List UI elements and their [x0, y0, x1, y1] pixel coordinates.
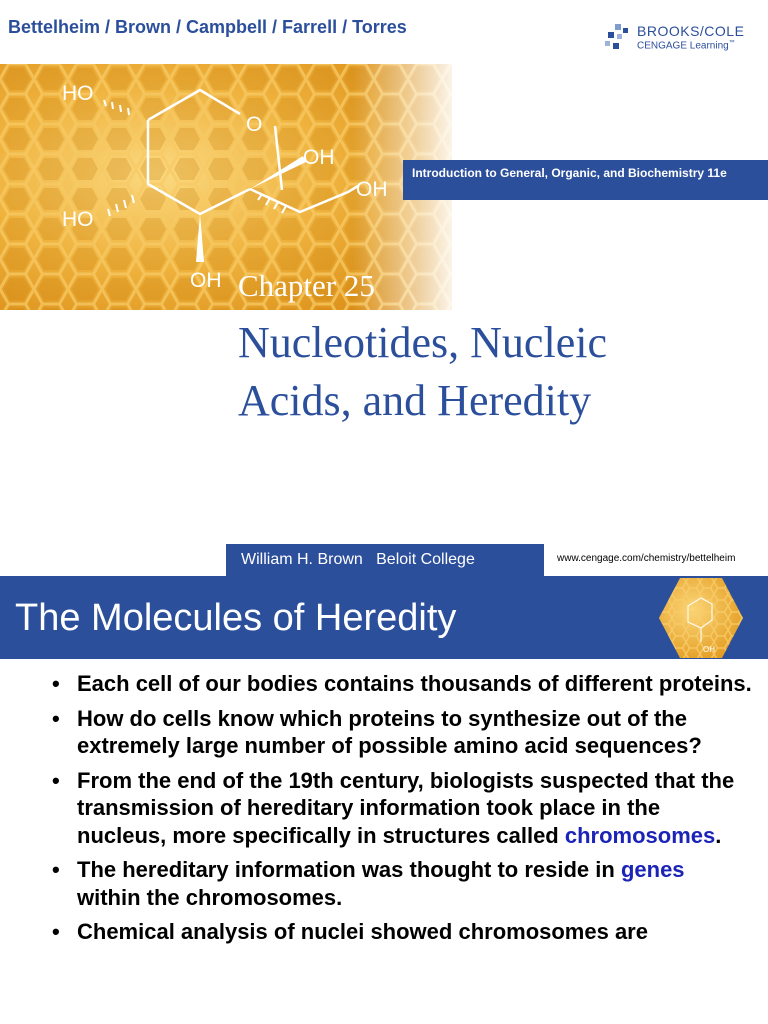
publisher-logo: [603, 22, 753, 58]
presenter-band: [226, 544, 544, 576]
bullet-text: How do cells know which proteins to synthesize out of the extremely large number of possible amino acid sequences?: [77, 705, 702, 758]
bullet-text: Chemical analysis of nuclei showed chromosomes are: [77, 919, 648, 944]
slide-title-banner: [0, 576, 768, 659]
chapter-title-line-2: Acids, and Heredity: [238, 376, 592, 425]
oh-right-label: OH: [303, 146, 335, 169]
ring-oxygen-label: O: [246, 113, 263, 136]
chapter-number: Chapter 25: [238, 268, 375, 303]
honeycomb-hexagon-icon: [658, 576, 744, 660]
bullet-item: [52, 670, 752, 698]
bullet-marker: •: [52, 857, 60, 882]
keyword-highlight: chromosomes: [564, 822, 716, 848]
bullet-text: within the chromosomes.: [77, 884, 343, 910]
chapter-title-line-1: Nucleotides, Nucleic: [238, 318, 607, 367]
oh-bottom-label: OH: [190, 269, 222, 292]
bullet-list: [52, 670, 752, 953]
author-list: Bettelheim / Brown / Campbell / Farrell / Torres: [8, 17, 407, 37]
bullet-text: Each cell of our bodies contains thousands of different proteins.: [77, 671, 752, 696]
content-slide: [0, 576, 768, 1024]
course-title: Introduction to General, Organic, and Biochemistry 11e: [412, 166, 727, 180]
course-title-band: [403, 160, 768, 200]
honeycomb-molecule-image: [0, 64, 452, 310]
hex-oh-label: OH: [703, 645, 715, 654]
keyword-highlight: genes: [620, 857, 685, 882]
ho-top-label: HO: [62, 82, 94, 105]
presenter-text: William H. Brown Beloit College: [241, 551, 475, 568]
bullet-marker: •: [52, 671, 60, 696]
bullet-item: [52, 767, 752, 850]
bullet-text: From the end of the 19th century, biologists suspected that the transmission of hereditary information took place in the nucleus, more specifically in structures called: [77, 767, 735, 848]
bullet-item: [52, 705, 752, 760]
logo-sub-text: CENGAGE Learning™: [637, 40, 735, 52]
bullet-text: The hereditary information was thought to reside in: [77, 857, 621, 882]
bullet-item: [52, 918, 752, 946]
bullet-marker: •: [52, 767, 60, 793]
chapter-title: [238, 314, 738, 430]
brooks-cole-logo-icon: [603, 22, 633, 52]
website-url: www.cengage.com/chemistry/bettelheim: [557, 553, 736, 564]
bullet-text: .: [715, 822, 722, 848]
slide-title: The Molecules of Heredity: [15, 597, 457, 639]
oh-far-label: OH: [356, 178, 388, 201]
bullet-marker: •: [52, 705, 60, 731]
logo-brand-text: BROOKS/COLE: [637, 23, 745, 39]
ho-left-label: HO: [62, 208, 94, 231]
bullet-marker: •: [52, 919, 60, 944]
bullet-item: [52, 856, 752, 911]
